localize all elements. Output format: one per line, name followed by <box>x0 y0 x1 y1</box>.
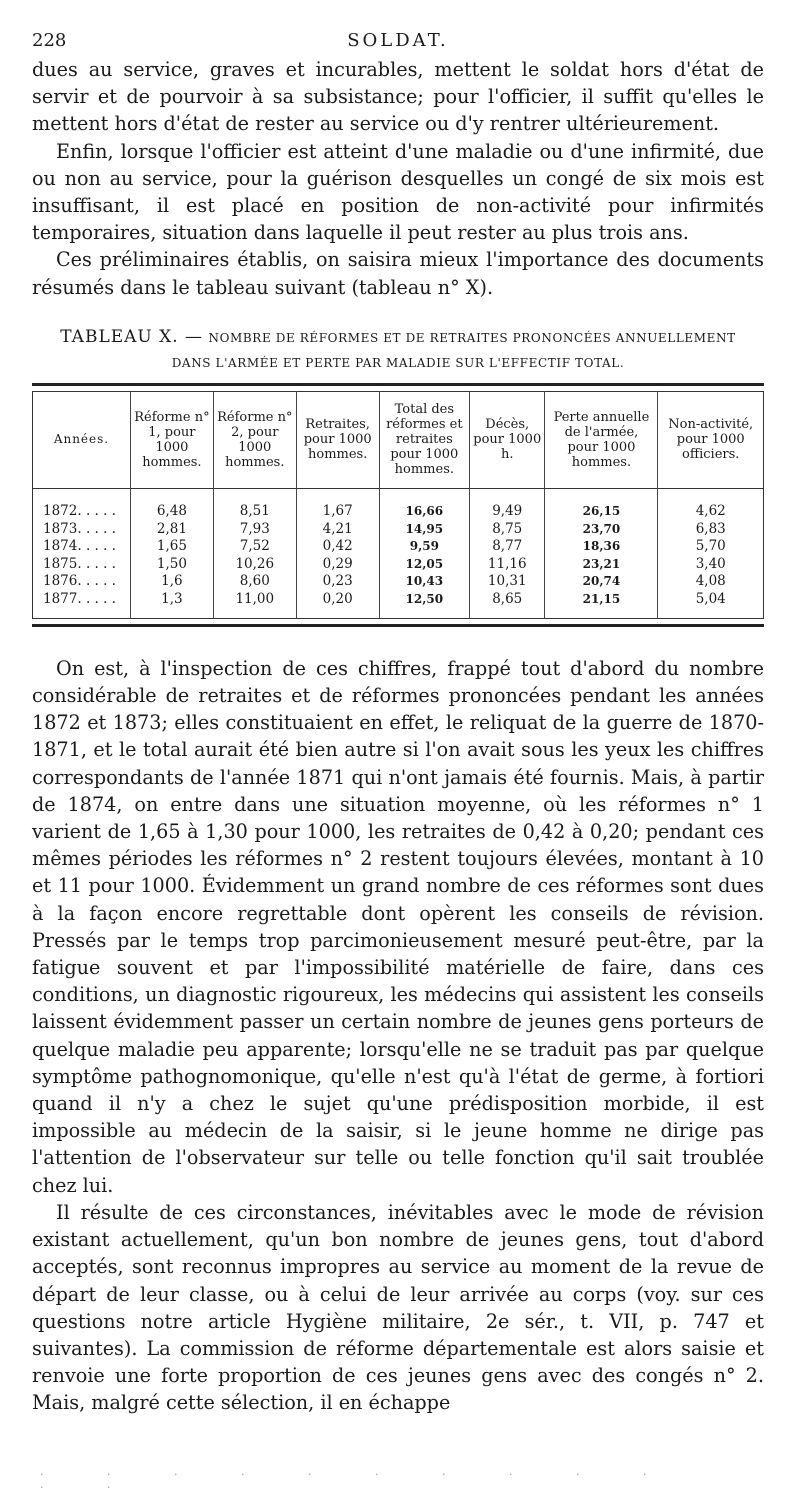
table-cell: 12,50 <box>379 590 469 618</box>
table-cell: 8,65 <box>470 590 545 618</box>
table-caption-line2: DANS L'ARMÉE ET PERTE PAR MALADIE SUR L'EFFECTIF TOTAL. <box>171 355 625 370</box>
table-row <box>33 488 764 520</box>
table-cell: 8,60 <box>213 573 296 591</box>
table-row <box>33 538 764 556</box>
table-caption <box>32 325 764 375</box>
column-header: Retraites, pour 1000 hommes. <box>296 391 379 488</box>
table-cell: 9,59 <box>379 538 469 556</box>
column-header: Perte annuelle de l'armée, pour 1000 hommes. <box>545 391 658 488</box>
column-header: Non-activité, pour 1000 officiers. <box>668 417 754 463</box>
table-cell: 23,70 <box>545 520 658 538</box>
table-cell: 1,50 <box>130 555 213 573</box>
table-cell: 23,21 <box>545 555 658 573</box>
column-header: Réforme n° 1, pour 1000 hommes. <box>130 391 213 488</box>
column-header: Total des réformes et retraites pour 1000 hommes. <box>379 391 469 488</box>
paragraph-analysis: On est, à l'inspection de ces chiffres, frappé tout d'abord du nombre considérable de retraites et de réformes prononcées pendant les années 1872 et 1873; elles constituaient en effet, le reliquat de la guerre de 1870-1871, et le total aurait été bien autre si l'on avait sous les yeux les chiffres correspondants de l'année 1871 qui n'ont jamais été fournis. Mais, à partir de 1874, on entre dans une situation moyenne, où les réformes n° 1 varient de 1,65 à 1,30 pour 1000, les retraites de 0,42 à 0,20; pendant ces mêmes périodes les réformes n° 2 restent toujours élevées, montant à 10 et 11 pour 1000. Évidemment un grand nombre de ces réformes sont dues à la façon encore regrettable dont opèrent les conseils de révision. Pressés par le temps trop parcimonieusement mesuré peut-être, par la fatigue souvent et par l'impossibilité matérielle de faire, dans ces conditions, un diagnostic rigoureux, les médecins qui assistent les conseils laissent évidemment passer un certain nombre de jeunes gens porteurs de quelque maladie peu apparente; lorsqu'elle ne se traduit pas par quelque symptôme pathognomonique, qu'elle n'est qu'à l'état de germe, à fortiori quand il n'y a chez le sujet qu'une prédisposition morbide, il est impossible au médecin de la saisir, si le jeune homme ne dirige pas l'attention de l'observateur sur telle ou telle fonction qu'il sait troublée chez lui. <box>32 656 764 1197</box>
table-cell: 5,70 <box>695 538 726 555</box>
year-cell: 1873. . . . . <box>33 520 131 538</box>
year-cell: 1872. . . . . <box>33 488 131 520</box>
table-cell: 10,26 <box>213 555 296 573</box>
table-cell: 14,95 <box>379 520 469 538</box>
table-cell: 0,29 <box>296 555 379 573</box>
page-footer-marks: . . . . . . . . . . . . <box>40 1465 677 1491</box>
table-cell: 21,15 <box>545 590 658 618</box>
table-cell: 0,42 <box>296 538 379 556</box>
table-cell: 4,21 <box>296 520 379 538</box>
table-row <box>33 520 764 538</box>
table-cell: 11,16 <box>470 555 545 573</box>
table-cell: 5,04 <box>695 590 726 607</box>
column-header: Réforme n° 2, pour 1000 hommes. <box>213 391 296 488</box>
table-cell: 1,3 <box>130 590 213 618</box>
table-cell: 7,93 <box>213 520 296 538</box>
table-cell: 3,40 <box>695 555 726 572</box>
table-row <box>33 590 764 618</box>
table-cell: 0,23 <box>296 573 379 591</box>
table-cell: 20,74 <box>545 573 658 591</box>
paragraph-circumstances: Il résulte de ces circonstances, inévitables avec le mode de révision existant actuellement, qu'un bon nombre de jeunes gens, tout d'abord acceptés, sont reconnus impropres au service au moment de la revue de départ de leur classe, ou à celui de leur arrivée au corps (voy. sur ces questions notre article Hygiène militaire, 2e sér., t. VII, p. 747 et suivantes). La commission de réforme départementale est alors saisie et renvoie une forte proportion de ces jeunes gens avec des congés n° 2. Mais, malgré cette sélection, il en échappe <box>32 1200 764 1415</box>
year-cell: 1875. . . . . <box>33 555 131 573</box>
paragraph-preliminaries: Ces préliminaires établis, on saisira mieux l'importance des documents résumés dans le tableau suivant (tableau n° X). <box>32 248 764 299</box>
table-caption-line1: NOMBRE DE RÉFORMES ET DE RETRAITES PRONONCÉES ANNUELLEMENT <box>208 330 736 345</box>
table-cell: 8,75 <box>470 520 545 538</box>
table-cell: 16,66 <box>379 488 469 520</box>
table-cell: 6,83 <box>695 520 726 537</box>
year-cell: 1877. . . . . <box>33 590 131 618</box>
year-cell: 1876. . . . . <box>33 573 131 591</box>
table-cell: 11,00 <box>213 590 296 618</box>
table-cell: 1,65 <box>130 538 213 556</box>
table-cell: 18,36 <box>545 538 658 556</box>
table-cell: 2,81 <box>130 520 213 538</box>
table-frame <box>32 383 764 627</box>
table-cell: 1,67 <box>296 488 379 520</box>
page-header <box>32 30 764 56</box>
document-page <box>32 30 764 1417</box>
column-header: Années. <box>33 391 131 488</box>
table-caption-label: TABLEAU X. — <box>60 326 204 347</box>
column-header: Décès, pour 1000 h. <box>470 391 545 488</box>
paragraph-officer-illness: Enfin, lorsque l'officier est atteint d'une maladie ou d'une infirmité, due ou non au service, pour la guérison desquelles un congé de six mois est insuffisant, il est placé en position de non-activité pour infirmités temporaires, situation dans laquelle il peut rester au plus trois ans. <box>32 139 764 245</box>
table-row <box>33 555 764 573</box>
table-cell: 7,52 <box>213 538 296 556</box>
table-cell: 4,62 <box>695 503 726 520</box>
table-cell: 12,05 <box>379 555 469 573</box>
table-cell: 6,48 <box>130 488 213 520</box>
table-cell: 10,43 <box>379 573 469 591</box>
running-title: SOLDAT. <box>347 30 449 51</box>
table-cell: 0,20 <box>296 590 379 618</box>
paragraph-continuation: dues au service, graves et incurables, mettent le soldat hors d'état de servir et de pourvoir à sa subsistance; pour l'officier, il suffit qu'elles le mettent hors d'état de rester au service ou d'y rentrer ultérieurement. <box>32 58 764 136</box>
page-number: 228 <box>32 30 67 51</box>
table-cell: 4,08 <box>695 573 726 590</box>
table-cell: 8,51 <box>213 488 296 520</box>
table-row <box>33 573 764 591</box>
table-header-row <box>33 391 764 488</box>
table-cell: 1,6 <box>130 573 213 591</box>
table-cell: 9,49 <box>470 488 545 520</box>
year-cell: 1874. . . . . <box>33 538 131 556</box>
table-cell: 8,77 <box>470 538 545 556</box>
data-table <box>32 391 764 619</box>
table-cell: 26,15 <box>545 488 658 520</box>
table-cell: 10,31 <box>470 573 545 591</box>
